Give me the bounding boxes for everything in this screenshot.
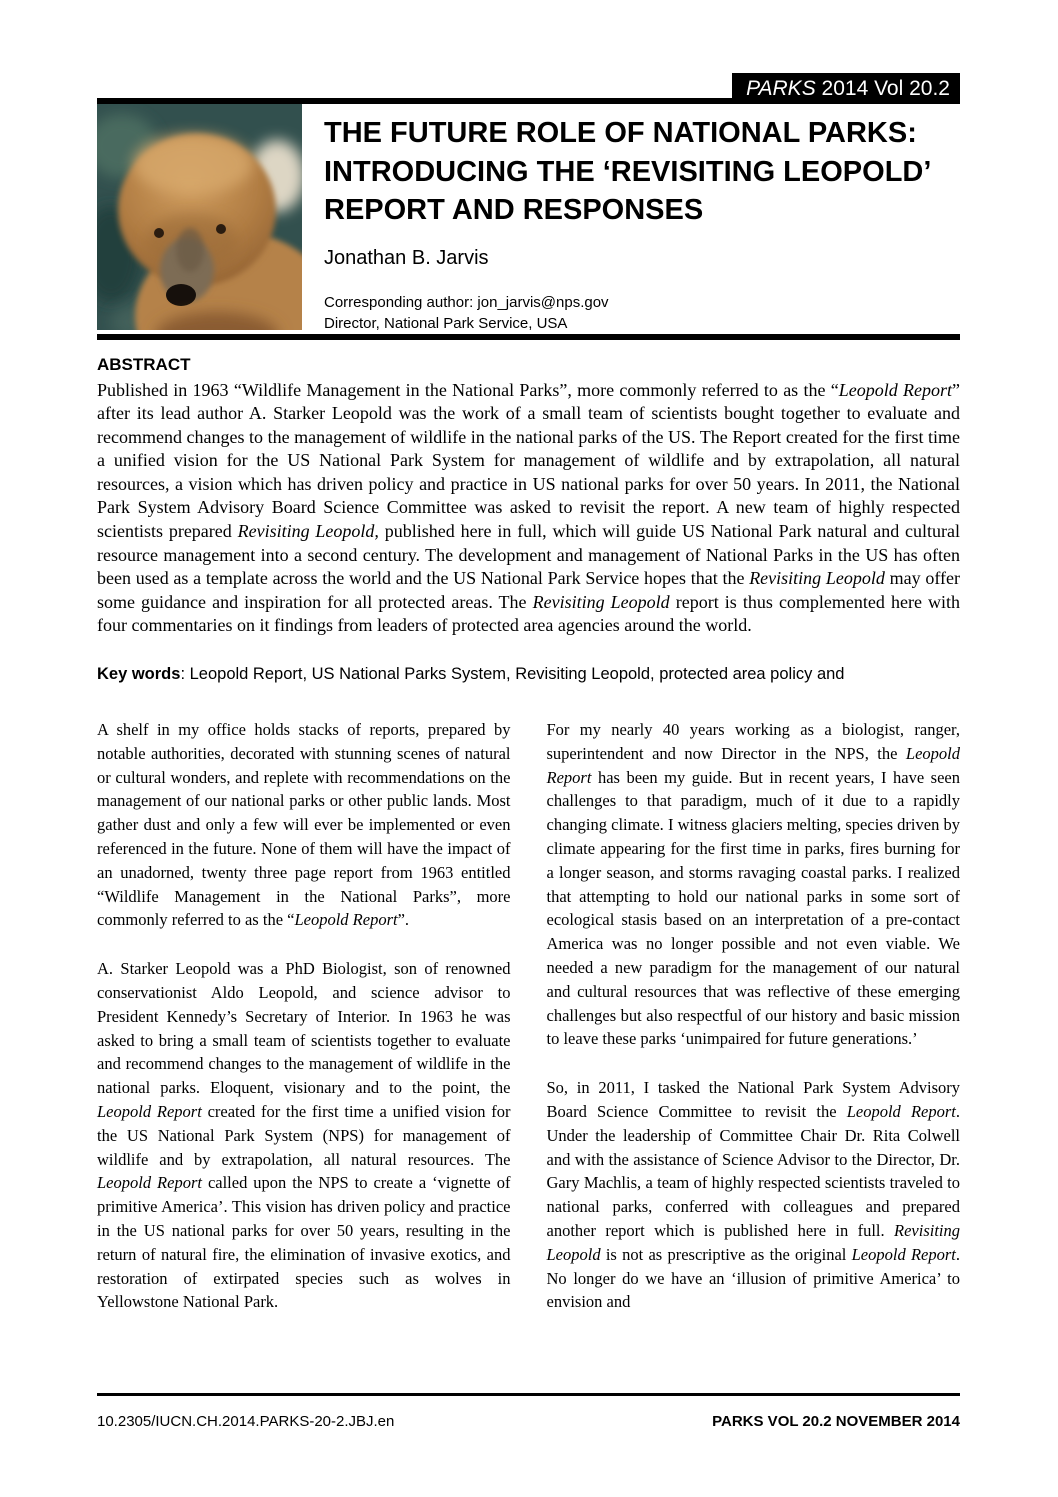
header-badge-row: [97, 73, 960, 104]
page-content: [97, 73, 960, 1314]
bear-photo: [97, 104, 302, 330]
title-line-3: REPORT AND RESPONSES: [324, 194, 704, 226]
header-text-block: [302, 104, 931, 334]
article-header: [97, 104, 960, 334]
author-details: [324, 292, 931, 334]
body-paragraph: So, in 2011, I tasked the National Park System Advisory Board Science Committee to revisit the Leopold Report. Under the leadership of Committee Chair Dr. Rita Colwell and with the assistance of Science Advisor to the Director, Dr. Gary Machlis, a team of highly respected scientists traveled to national parks, conferred with colleagues and prepared another report which is published here in full. Revisiting Leopold is not as prescriptive as the original Leopold Report. No longer do we have an ‘illusion of primitive America’ to envision and: [546, 1078, 961, 1312]
footer-issue: PARKS VOL 20.2 NOVEMBER 2014: [712, 1413, 960, 1430]
keywords-text: : Leopold Report, US National Parks System, Revisiting Leopold, protected area policy and: [180, 665, 845, 684]
abstract-heading: ABSTRACT: [97, 354, 191, 374]
footer-doi: 10.2305/IUCN.CH.2014.PARKS-20-2.JBJ.en: [97, 1413, 395, 1430]
body-columns: [97, 718, 960, 1314]
body-paragraph: A shelf in my office holds stacks of reports, prepared by notable authorities, decorated with stunning scenes of natural or cultural wonders, and replete with recommendations on the management of our national parks or other public lands. Most gather dust and only a few will ever be implemented or even referenced in the future. None of them will have the impact of an unadorned, twenty three page report from 1963 entitled “Wildlife Management in the National Parks”, more commonly referred to as the “Leopold Report”.: [97, 720, 511, 930]
journal-badge: [732, 73, 960, 104]
divider-rule-header-bottom: [97, 334, 960, 340]
journal-issue: 2014 Vol 20.2: [815, 77, 950, 100]
corresponding-author-line: Corresponding author: jon_jarvis@nps.gov: [324, 293, 609, 311]
right-column: [547, 718, 961, 1314]
page-footer: [97, 1393, 960, 1430]
divider-rule-footer: [97, 1393, 960, 1396]
title-line-1: THE FUTURE ROLE OF NATIONAL PARKS:: [324, 117, 917, 149]
body-paragraph: For my nearly 40 years working as a biologist, ranger, superintendent and now Director in the NPS, the Leopold Report has been my guide. But in recent years, I have seen challenges to that paradigm, much of it due to a rapidly changing climate. I witness glaciers melting, species driven by climate appearing for the first time in parks, fires burning for a longer season, and storms ravaging coastal parks. I realized that attempting to hold our national parks in some sort of ecological stasis based on an interpretation of a pre-contact America was no longer possible and not even viable. We needed a new paradigm for the management of our natural and cultural resources that was reflective of these emerging challenges but also respectful of our history and basic mission to leave these parks ‘unimpaired for future generations.’: [546, 720, 960, 1049]
author-name: Jonathan B. Jarvis: [324, 246, 489, 269]
footer-row: [97, 1413, 960, 1430]
keywords-label: Key words: [97, 665, 181, 684]
keywords-line: [97, 665, 960, 684]
title-line-2: INTRODUCING THE ‘REVISITING LEOPOLD’: [324, 155, 932, 188]
abstract-text: Published in 1963 “Wildlife Management in the National Parks”, more commonly referred to as the “Leopold Report” after its lead author A. Starker Leopold was the work of a small team of scientists bought together to evaluate and recommend changes to the management of wildlife in the national parks of the US. The Report created for the first time a unified vision for the US National Park System for management of wildlife and by extrapolation, all natural resources, a vision which has driven policy and practice in US national parks for over 50 years. In 2011, the National Park System Advisory Board Science Committee was asked to revisit the report. A new team of highly respected scientists prepared Revisiting Leopold, published here in full, which will guide US National Park natural and cultural resource management into a second century. The development and management of National Parks in the US has often been used as a template across the world and the US National Park Service hopes that the Revisiting Leopold may offer some guidance and inspiration for all protected areas. The Revisiting Leopold report is thus complemented here with four commentaries on it findings from leaders of protected area agencies around the world.: [97, 379, 961, 636]
left-column: [97, 718, 511, 1314]
affiliation-line: Director, National Park Service, USA: [324, 314, 568, 332]
article-title: [324, 114, 931, 230]
body-paragraph: A. Starker Leopold was a PhD Biologist, son of renowned conservationist Aldo Leopold, and science advisor to President Kennedy’s Secretary of Interior. In 1963 he was asked to bring a small team of scientists together to evaluate and recommend changes to the management of wildlife in the national parks. Eloquent, visionary and to the point, the Leopold Report created for the first time a unified vision for the US National Park System (NPS) for management of wildlife and by extrapolation, all natural resources. The Leopold Report called upon the NPS to create a ‘vignette of primitive America’. This vision has driven policy and practice in the US national parks for over 50 years, resulting in the return of natural fire, the elimination of invasive exotics, and restoration of extirpated species such as wolves in Yellowstone National Park.: [97, 959, 511, 1312]
journal-name: PARKS: [746, 77, 816, 100]
bear-photo-illustration: [97, 104, 302, 330]
